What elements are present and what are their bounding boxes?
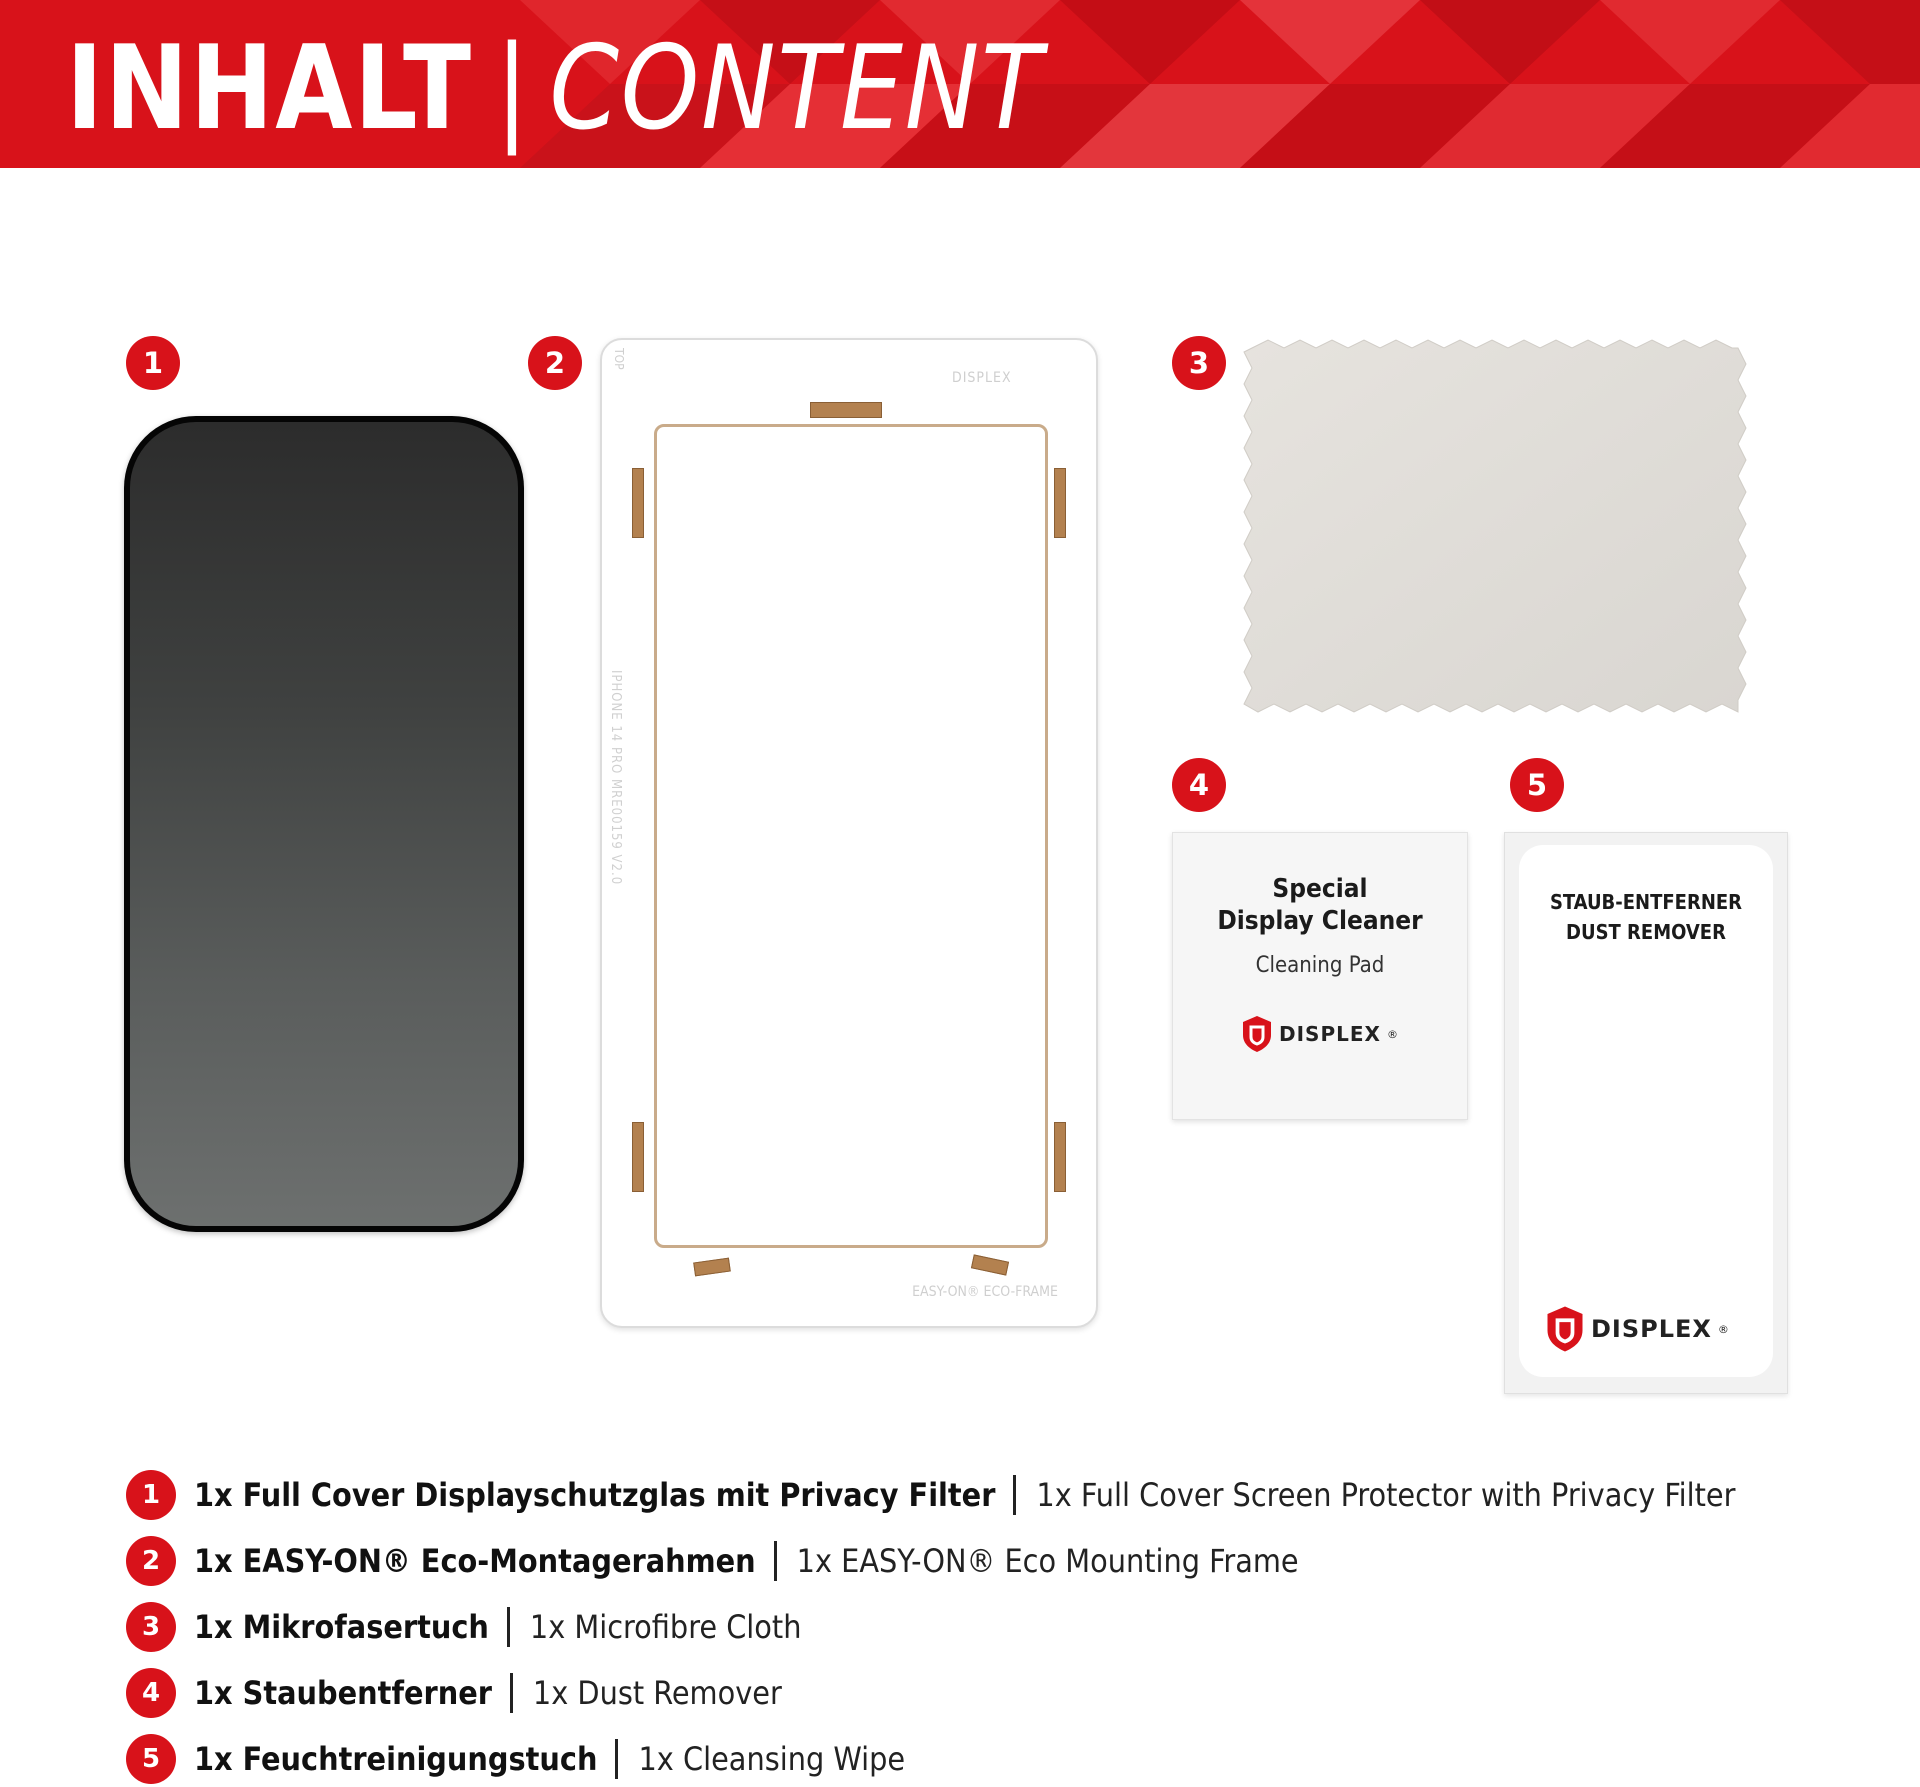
pad-title — [1173, 873, 1467, 937]
screen-protector-image — [124, 416, 524, 1232]
pad-title-line1: Special — [1272, 874, 1368, 904]
legend-divider — [510, 1673, 513, 1713]
title-de: INHALT — [66, 21, 473, 156]
microfibre-cloth-image — [1240, 336, 1750, 716]
legend-divider — [615, 1739, 618, 1779]
item-badge-4: 4 — [1172, 758, 1226, 812]
wipe-logo — [1545, 1305, 1730, 1353]
legend-badge: 2 — [126, 1536, 176, 1586]
wipe-text — [1519, 887, 1773, 947]
legend-text-en: 1x Dust Remover — [532, 1674, 782, 1712]
legend-text-de: 1x Staubentferner — [194, 1674, 492, 1712]
item-badge-5: 5 — [1510, 758, 1564, 812]
frame-top-mark: TOP — [612, 348, 626, 370]
legend-text-de: 1x Feuchtreinigungstuch — [194, 1740, 598, 1778]
shield-logo-icon — [1241, 1015, 1273, 1053]
pad-title-line2: Display Cleaner — [1217, 906, 1423, 936]
privacy-glass-surface — [130, 422, 518, 1226]
legend-badge: 1 — [126, 1470, 176, 1520]
legend-item-3 — [126, 1600, 801, 1654]
frame-tab-left-bottom — [632, 1122, 644, 1192]
legend-text-en: 1x EASY-ON® Eco Mounting Frame — [796, 1542, 1299, 1580]
frame-tab-right-bottom — [1054, 1122, 1066, 1192]
pad-reg: ® — [1386, 1027, 1399, 1041]
legend-text-en: 1x Microfibre Cloth — [529, 1608, 802, 1646]
legend-divider — [774, 1541, 777, 1581]
frame-tab-right-top — [1054, 468, 1066, 538]
frame-brand: DISPLEX — [952, 370, 1012, 386]
wipe-brand: DISPLEX — [1591, 1315, 1712, 1343]
shield-logo-icon — [1545, 1305, 1585, 1353]
page-title — [66, 22, 1044, 156]
cleaning-pad-image — [1172, 832, 1468, 1120]
legend-badge: 5 — [126, 1734, 176, 1784]
wipe-line1: STAUB-ENTFERNER — [1549, 890, 1743, 914]
dust-remover-image — [1504, 832, 1788, 1394]
frame-side-text: IPHONE 14 PRO MRE00159 V2.0 — [608, 670, 623, 886]
mounting-frame-image — [600, 338, 1098, 1328]
legend-badge: 4 — [126, 1668, 176, 1718]
frame-foot-text: EASY-ON® ECO-FRAME — [912, 1284, 1058, 1300]
header-banner — [0, 0, 1920, 168]
legend-item-2 — [126, 1534, 1299, 1588]
legend-divider — [1013, 1475, 1016, 1515]
pad-brand: DISPLEX — [1279, 1022, 1381, 1046]
legend-text-de: 1x Mikrofasertuch — [194, 1608, 489, 1646]
wipe-reg: ® — [1717, 1322, 1730, 1336]
frame-tab-bottom-right — [971, 1254, 1009, 1275]
item-badge-2: 2 — [528, 336, 582, 390]
wipe-line2: DUST REMOVER — [1566, 920, 1726, 944]
legend-badge: 3 — [126, 1602, 176, 1652]
pad-logo — [1241, 1015, 1399, 1053]
title-en: CONTENT — [549, 21, 1044, 156]
frame-tab-left-top — [632, 468, 644, 538]
frame-tab-bottom-left — [693, 1258, 731, 1277]
legend-text-de: 1x Full Cover Displayschutzglas mit Privacy Filter — [194, 1476, 996, 1514]
pad-subtitle: Cleaning Pad — [1255, 953, 1385, 978]
legend-item-5 — [126, 1732, 905, 1786]
legend-divider — [507, 1607, 510, 1647]
item-badge-3: 3 — [1172, 336, 1226, 390]
legend-text-de: 1x EASY-ON® Eco-Montagerahmen — [194, 1542, 756, 1580]
legend-item-4 — [126, 1666, 782, 1720]
legend-text-en: 1x Cleansing Wipe — [638, 1740, 906, 1778]
legend-text-en: 1x Full Cover Screen Protector with Privacy Filter — [1036, 1476, 1736, 1514]
item-badge-1: 1 — [126, 336, 180, 390]
wipe-label — [1519, 845, 1773, 1377]
frame-window — [654, 424, 1048, 1248]
frame-tab-top — [810, 402, 882, 418]
title-separator: | — [495, 21, 531, 156]
legend-item-1 — [126, 1468, 1735, 1522]
